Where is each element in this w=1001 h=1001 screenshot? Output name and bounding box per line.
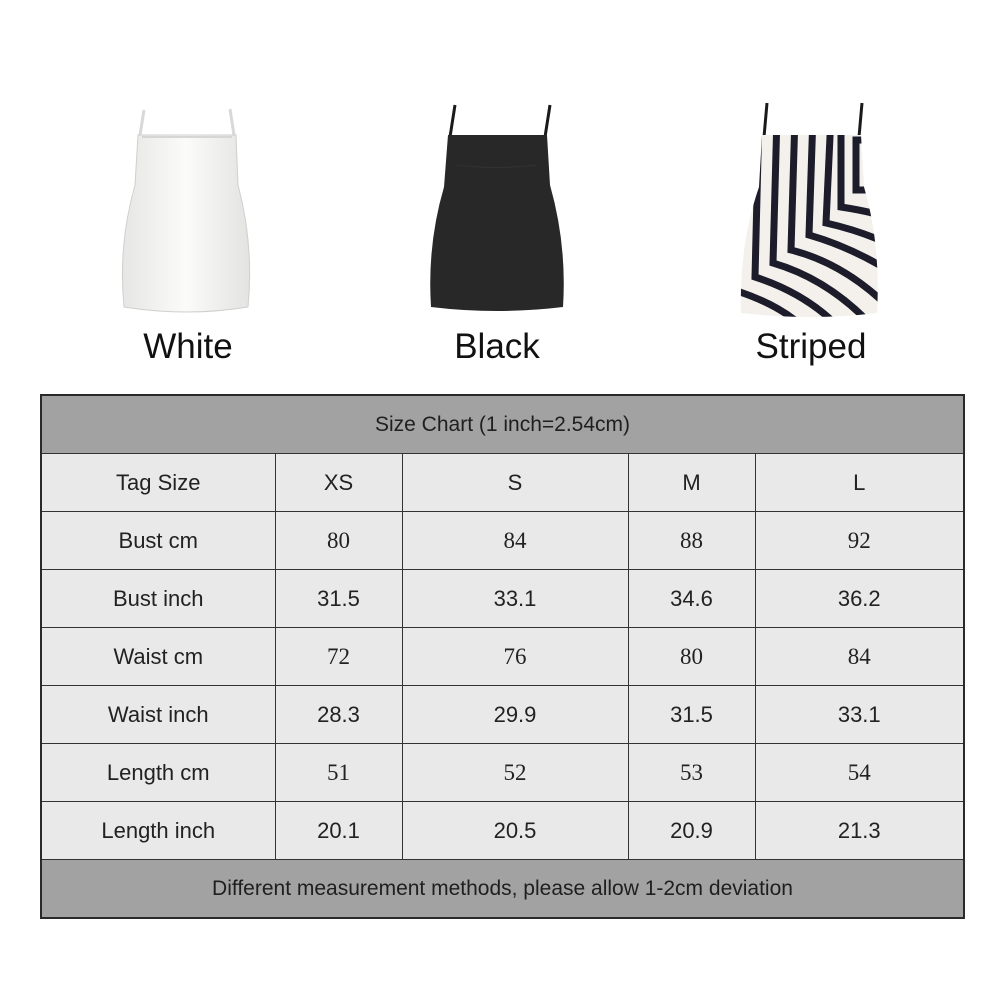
row-label: Waist inch — [41, 686, 275, 744]
table-row — [41, 744, 964, 802]
table-cell: 34.6 — [628, 570, 755, 628]
table-cell: 20.1 — [275, 802, 402, 860]
table-row — [41, 802, 964, 860]
size-header-row — [41, 454, 964, 512]
table-cell: 80 — [628, 628, 755, 686]
table-cell: 54 — [755, 744, 964, 802]
product-striped[interactable] — [681, 95, 941, 375]
size-chart-title: Size Chart (1 inch=2.54cm) — [41, 395, 964, 454]
table-cell: 72 — [275, 628, 402, 686]
header-tag-size: Tag Size — [41, 454, 275, 512]
product-label-black: Black — [454, 327, 540, 366]
size-chart-footnote-row — [41, 860, 964, 919]
table-cell: 28.3 — [275, 686, 402, 744]
product-white[interactable] — [58, 95, 318, 375]
table-row — [41, 570, 964, 628]
white-cami-image — [58, 95, 318, 325]
size-chart-footnote: Different measurement methods, please allow 1-2cm deviation — [41, 860, 964, 919]
header-size-m: M — [628, 454, 755, 512]
table-row — [41, 512, 964, 570]
table-cell: 53 — [628, 744, 755, 802]
header-size-s: S — [402, 454, 628, 512]
size-chart-title-row — [41, 395, 964, 454]
row-label: Length cm — [41, 744, 275, 802]
table-cell: 80 — [275, 512, 402, 570]
table-cell: 21.3 — [755, 802, 964, 860]
size-chart-table — [40, 394, 965, 919]
table-cell: 36.2 — [755, 570, 964, 628]
row-label: Bust cm — [41, 512, 275, 570]
table-cell: 88 — [628, 512, 755, 570]
header-size-l: L — [755, 454, 964, 512]
striped-cami-image — [681, 95, 941, 325]
table-cell: 33.1 — [755, 686, 964, 744]
black-cami-image — [367, 95, 627, 325]
table-cell: 52 — [402, 744, 628, 802]
table-cell: 76 — [402, 628, 628, 686]
table-cell: 84 — [755, 628, 964, 686]
table-row — [41, 686, 964, 744]
product-label-striped: Striped — [755, 327, 867, 366]
table-cell: 20.5 — [402, 802, 628, 860]
table-row — [41, 628, 964, 686]
row-label: Bust inch — [41, 570, 275, 628]
product-black[interactable] — [367, 95, 627, 375]
table-cell: 33.1 — [402, 570, 628, 628]
header-size-xs: XS — [275, 454, 402, 512]
table-cell: 51 — [275, 744, 402, 802]
table-cell: 20.9 — [628, 802, 755, 860]
product-label-white: White — [143, 327, 233, 366]
row-label: Waist cm — [41, 628, 275, 686]
table-cell: 92 — [755, 512, 964, 570]
table-cell: 84 — [402, 512, 628, 570]
table-cell: 31.5 — [275, 570, 402, 628]
row-label: Length inch — [41, 802, 275, 860]
table-cell: 29.9 — [402, 686, 628, 744]
table-cell: 31.5 — [628, 686, 755, 744]
